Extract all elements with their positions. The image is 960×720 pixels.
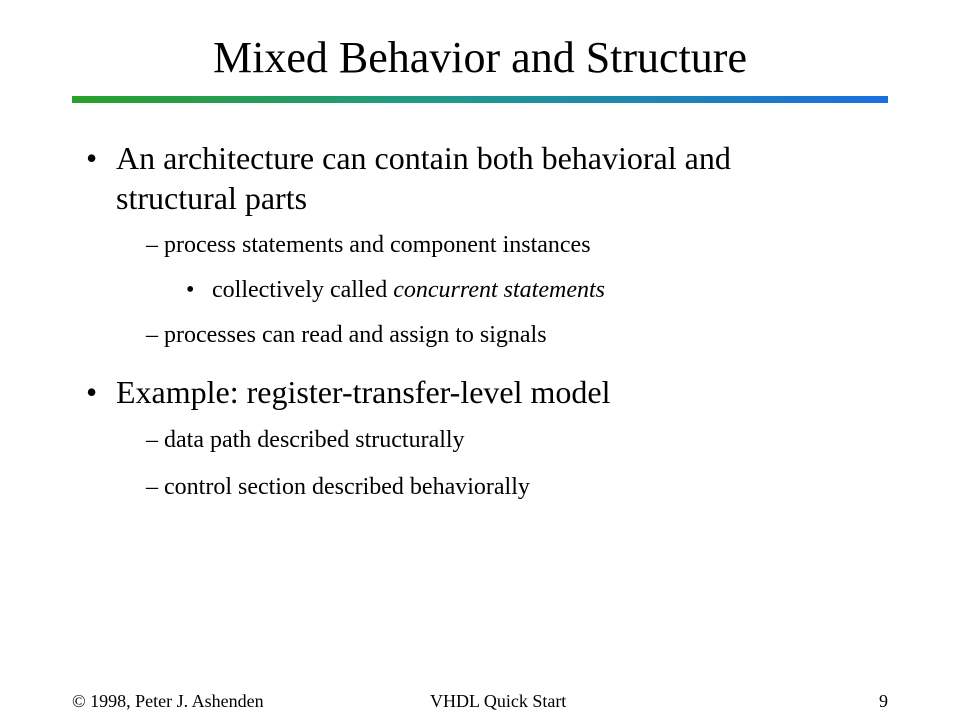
bullet-1-text-line-1: An architecture can contain both behavioral and: [116, 140, 731, 176]
footer-copyright: © 1998, Peter J. Ashenden: [72, 691, 264, 711]
sub-item-1-1: process statements and component instances: [164, 232, 591, 258]
sub-item-2-2: control section described behaviorally: [164, 474, 530, 500]
bullet-1-text-line-2: structural parts: [116, 180, 308, 216]
sub-item-2-1: data path described structurally: [164, 427, 465, 453]
slide-title: Mixed Behavior and Structure: [213, 33, 747, 82]
sub-item-1-1-1-emphasis: concurrent statements: [393, 277, 605, 303]
footer-course-title: VHDL Quick Start: [430, 691, 567, 711]
sub-item-1-2: processes can read and assign to signals: [164, 322, 547, 348]
bullet-marker: •: [86, 140, 98, 176]
dash-marker: –: [146, 232, 158, 258]
bullet-marker: •: [86, 374, 98, 410]
dash-marker: –: [146, 427, 158, 453]
dash-marker: –: [146, 474, 158, 500]
sub-item-1-1-1: [212, 275, 605, 305]
sub-bullet-marker: •: [186, 277, 195, 303]
dash-marker: –: [146, 322, 158, 348]
bullet-2-text: Example: register-transfer-level model: [116, 374, 611, 410]
footer-page-number: 9: [879, 691, 888, 711]
sub-item-1-1-1-prefix: collectively called: [212, 277, 394, 303]
